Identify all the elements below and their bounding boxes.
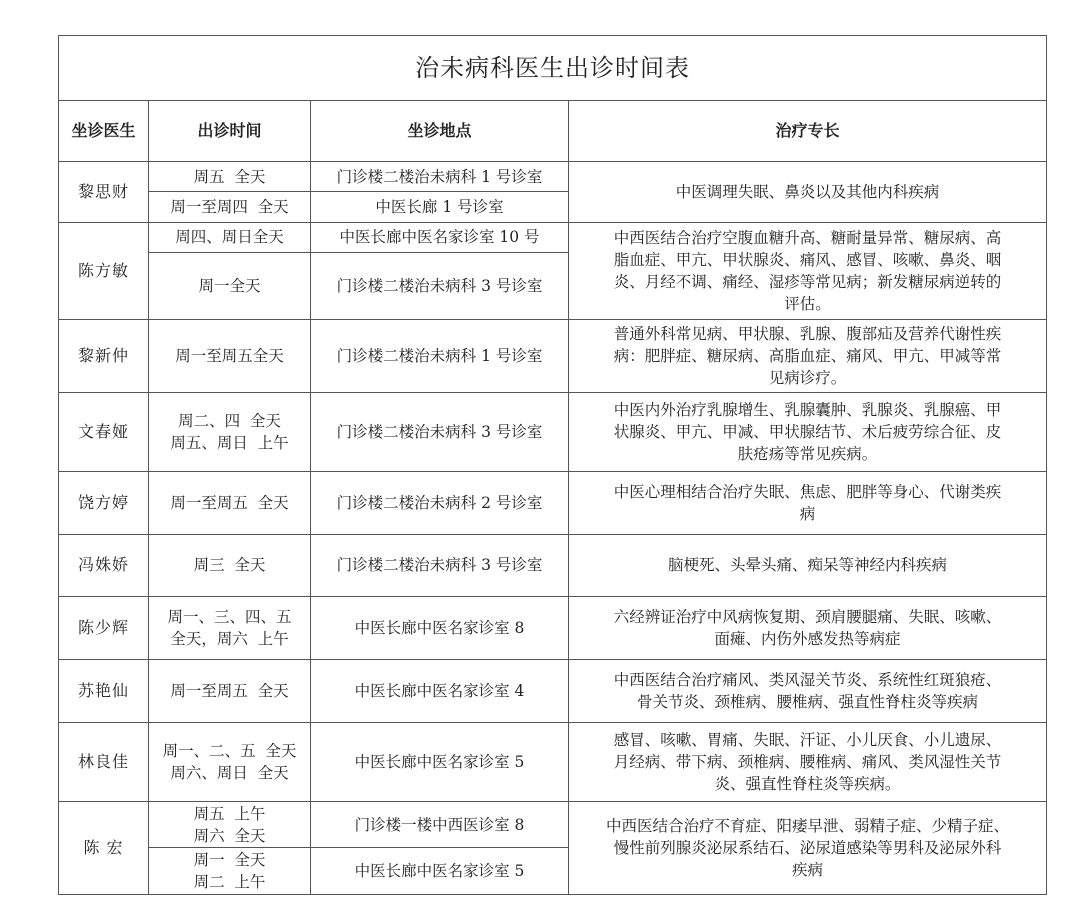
clinic-time-line: 周一、三、四、五 [167, 608, 292, 627]
specialty-line: 中西医结合治疗空腹血糖升高、糖耐量异常、糖尿病、高 [613, 228, 1002, 247]
specialty-line: 普通外科常见病、甲状腺、乳腺、腹部疝及营养代谢性疾 [613, 324, 1002, 343]
specialty-line: 病 [799, 504, 816, 523]
specialty-line: 脑梗死、头晕头痛、痴呆等神经内科疾病 [667, 556, 947, 575]
clinic-time [149, 392, 311, 471]
clinic-time-line: 周一至周五 全天 [170, 493, 289, 512]
clinic-location: 中医长廊中医名家诊室 5 [311, 848, 569, 895]
clinic-location: 中医长廊中医名家诊室 5 [311, 722, 569, 801]
clinic-time [149, 222, 311, 252]
clinic-time [149, 801, 311, 848]
clinic-time [149, 192, 311, 222]
clinic-time-line: 周一至周五全天 [175, 346, 284, 365]
doctor-name: 黎新仲 [59, 319, 149, 392]
table-row [59, 471, 1047, 534]
clinic-location: 门诊楼二楼治未病科 3 号诊室 [311, 534, 569, 597]
clinic-location: 门诊楼一楼中西医诊室 8 [311, 801, 569, 848]
clinic-location: 门诊楼二楼治未病科 1 号诊室 [311, 319, 569, 392]
clinic-location: 中医长廊中医名家诊室 10 号 [311, 222, 569, 252]
specialty-line: 见病诊疗。 [768, 368, 847, 387]
specialty-line: 月经病、带下病、颈椎病、腰椎病、痛风、类风湿性关节 [613, 752, 1002, 771]
clinic-time-line: 周二 上午 [193, 873, 266, 892]
specialty-line: 病：肥胖症、糖尿病、高脂血症、痛风、甲亢、甲减等常 [613, 346, 1002, 365]
clinic-time-line: 周五 上午 [193, 804, 266, 823]
doctor-name: 陈方敏 [59, 222, 149, 319]
clinic-location: 门诊楼二楼治未病科 3 号诊室 [311, 253, 569, 320]
clinic-location: 门诊楼二楼治未病科 1 号诊室 [311, 162, 569, 192]
specialty-line: 感冒、咳嗽、胃痛、失眠、汗证、小儿厌食、小儿遗尿、 [613, 730, 1002, 749]
header-doctor: 坐诊医生 [59, 101, 149, 162]
clinic-time [149, 534, 311, 597]
table-row [59, 162, 1047, 192]
clinic-time [149, 848, 311, 895]
specialty [569, 722, 1047, 801]
specialty [569, 392, 1047, 471]
doctor-name: 黎思财 [59, 162, 149, 223]
table-row [59, 722, 1047, 801]
specialty-line: 评估。 [784, 294, 831, 313]
doctor-name: 陈少辉 [59, 597, 149, 660]
clinic-time-line: 周二、四 全天 [178, 411, 281, 430]
clinic-time-line: 周一全天 [198, 276, 261, 295]
specialty-line: 肤疮疡等常见疾病。 [737, 444, 878, 463]
specialty-line: 疾病 [791, 860, 823, 879]
specialty-line: 状腺炎、甲亢、甲减、甲状腺结节、术后疲劳综合征、皮 [613, 422, 1002, 441]
header-specialty: 治疗专长 [569, 101, 1047, 162]
specialty [569, 319, 1047, 392]
doctor-name: 冯姝娇 [59, 534, 149, 597]
schedule-body [59, 162, 1047, 895]
header-location: 坐诊地点 [311, 101, 569, 162]
clinic-time [149, 162, 311, 192]
specialty-line: 中西医结合治疗痛风、类风湿关节炎、系统性红斑狼疮、 [613, 670, 1002, 689]
clinic-time-line: 周六、周日 全天 [170, 763, 289, 782]
clinic-location: 门诊楼二楼治未病科 3 号诊室 [311, 392, 569, 471]
specialty-line: 中西医结合治疗不育症、阳痿早泄、弱精子症、少精子症、 [605, 816, 1009, 835]
specialty [569, 801, 1047, 894]
clinic-location: 中医长廊中医名家诊室 4 [311, 660, 569, 723]
clinic-time [149, 722, 311, 801]
clinic-location: 中医长廊中医名家诊室 8 [311, 597, 569, 660]
clinic-time-line: 周一至周四 全天 [170, 198, 289, 217]
specialty-line: 脂血症、甲亢、甲状腺炎、痛风、感冒、咳嗽、鼻炎、咽 [613, 250, 1002, 269]
table-row [59, 801, 1047, 848]
clinic-location: 中医长廊 1 号诊室 [311, 192, 569, 222]
table-row [59, 319, 1047, 392]
table-row [59, 660, 1047, 723]
clinic-time [149, 597, 311, 660]
specialty [569, 660, 1047, 723]
specialty-line: 六经辨证治疗中风病恢复期、颈肩腰腿痛、失眠、咳嗽、 [613, 608, 1002, 627]
clinic-time [149, 471, 311, 534]
clinic-location: 门诊楼二楼治未病科 2 号诊室 [311, 471, 569, 534]
specialty-line: 炎、强直性脊柱炎等疾病。 [714, 774, 901, 793]
specialty [569, 471, 1047, 534]
specialty-line: 面瘫、内伤外感发热等病症 [714, 630, 901, 649]
specialty [569, 162, 1047, 223]
table-title: 治未病科医生出诊时间表 [59, 36, 1047, 101]
specialty-line: 慢性前列腺炎泌尿系结石、泌尿道感染等男科及泌尿外科 [613, 838, 1002, 857]
clinic-time [149, 319, 311, 392]
clinic-time-line: 周六 全天 [193, 826, 266, 845]
specialty [569, 597, 1047, 660]
doctor-name: 饶方婷 [59, 471, 149, 534]
table-row [59, 392, 1047, 471]
specialty-line: 炎、月经不调、痛经、湿疹等常见病；新发糖尿病逆转的 [613, 272, 1002, 291]
specialty-line: 中医内外治疗乳腺增生、乳腺囊肿、乳腺炎、乳腺癌、甲 [613, 400, 1002, 419]
clinic-time-line: 周一、二、五 全天 [162, 741, 297, 760]
specialty-line: 中医调理失眠、鼻炎以及其他内科疾病 [675, 182, 940, 201]
header-time: 出诊时间 [149, 101, 311, 162]
clinic-time-line: 周一至周五 全天 [170, 681, 289, 700]
doctor-name: 陈 宏 [59, 801, 149, 894]
clinic-time-line: 周三 全天 [193, 556, 266, 575]
table-row [59, 222, 1047, 252]
clinic-time [149, 253, 311, 320]
clinic-time-line: 周五 全天 [193, 167, 266, 186]
clinic-time [149, 660, 311, 723]
clinic-time-line: 周一 全天 [193, 851, 266, 870]
doctor-name: 林良佳 [59, 722, 149, 801]
specialty-line: 中医心理相结合治疗失眠、焦虑、肥胖等身心、代谢类疾 [613, 482, 1002, 501]
clinic-time-line: 全天，周六 上午 [170, 630, 289, 649]
doctor-name: 苏艳仙 [59, 660, 149, 723]
table-row [59, 597, 1047, 660]
specialty [569, 534, 1047, 597]
clinic-time-line: 周五、周日 上午 [170, 433, 289, 452]
clinic-time-line: 周四、周日全天 [175, 228, 284, 247]
schedule-table [58, 35, 1047, 895]
table-row [59, 534, 1047, 597]
specialty [569, 222, 1047, 319]
doctor-name: 文春娅 [59, 392, 149, 471]
specialty-line: 骨关节炎、颈椎病、腰椎病、强直性脊柱炎等疾病 [636, 692, 978, 711]
